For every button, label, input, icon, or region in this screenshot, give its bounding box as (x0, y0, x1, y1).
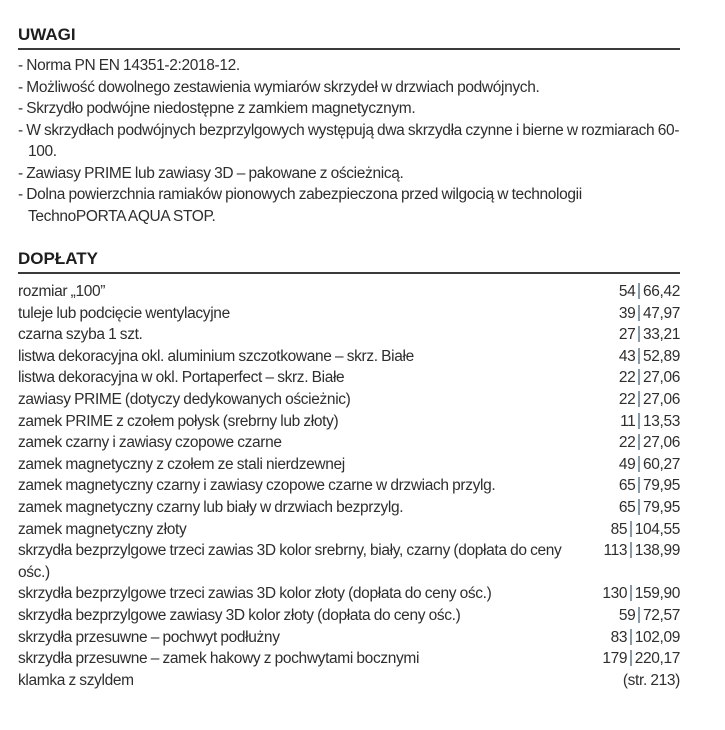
surcharge-price (619, 497, 680, 519)
surcharge-price (619, 454, 680, 476)
page-reference: (str. 213) (622, 671, 680, 689)
surcharge-label: klamka z szyldem (18, 671, 134, 689)
surcharge-label: skrzydła przesuwne – zamek hakowy z pochwytami bocznymi (18, 650, 420, 668)
uwagi-heading: UWAGI (18, 25, 680, 50)
surcharge-label: zamek czarny i zawiasy czopowe czarne (18, 434, 282, 452)
price-separator (638, 369, 640, 385)
price-separator (630, 629, 632, 645)
price-gross: 27,06 (642, 390, 680, 408)
surcharge-row (18, 389, 680, 411)
price-separator (630, 585, 632, 601)
surcharge-label: zamek magnetyczny czarny lub biały w drzwiach bezprzylg. (18, 498, 404, 516)
price-net: 22 (618, 369, 636, 387)
surcharge-row (18, 367, 680, 389)
surcharge-label: czarna szyba 1 szt. (18, 326, 143, 344)
surcharge-label: skrzydła bezprzylgowe trzeci zawias 3D kolor złoty (dopłata do ceny ośc.) (18, 585, 492, 603)
price-separator (638, 413, 640, 429)
surcharge-row (18, 324, 680, 346)
price-separator (638, 607, 640, 623)
price-gross: 138,99 (634, 542, 680, 560)
surcharge-row (18, 648, 680, 670)
surcharge-row (18, 454, 680, 476)
price-net: 85 (610, 520, 628, 538)
price-net: 11 (620, 412, 636, 430)
price-gross: 66,42 (642, 283, 680, 300)
notes-list (18, 55, 680, 227)
note-item: - Możliwość dowolnego zestawienia wymiarów skrzydeł w drzwiach podwójnych. (18, 78, 540, 96)
surcharge-row (18, 540, 680, 583)
price-net: 43 (618, 347, 636, 365)
surcharge-label: rozmiar „100” (18, 283, 106, 300)
price-net: 65 (618, 477, 636, 495)
surcharge-price (611, 627, 680, 649)
surcharge-price (619, 324, 680, 346)
note-item: - Dolna powierzchnia ramiaków pionowych zabezpieczona przed wilgocią w technologii TechnoPORTA AQUA STOP. (18, 186, 582, 225)
price-notes-page (18, 0, 680, 691)
surcharge-label: zawiasy PRIME (dotyczy dedykowanych ościeżnic) (18, 390, 351, 408)
surcharge-price (611, 519, 680, 541)
price-separator (630, 650, 632, 666)
price-separator (638, 499, 640, 515)
surcharge-label: zamek magnetyczny z czołem ze stali nierdzewnej (18, 455, 345, 473)
price-gross: 60,27 (642, 455, 680, 473)
price-gross: 47,97 (642, 304, 680, 322)
price-net: 22 (618, 434, 636, 452)
surcharge-price (619, 432, 680, 454)
surcharge-label: zamek magnetyczny czarny i zawiasy czopowe czarne w drzwiach przylg. (18, 477, 496, 495)
price-net: 49 (618, 455, 636, 473)
price-separator (638, 477, 640, 493)
price-separator (638, 305, 640, 321)
note-item: - Norma PN EN 14351-2:2018-12. (18, 57, 240, 74)
price-separator (638, 326, 640, 342)
price-net: 83 (610, 628, 628, 646)
surcharge-row (18, 346, 680, 368)
note-item: - W skrzydłach podwójnych bezprzylgowych występują dwa skrzydła czynne i bierne w rozmiarach 60-100. (18, 121, 680, 160)
price-gross: 72,57 (642, 606, 680, 624)
price-gross: 27,06 (642, 434, 680, 452)
price-net: 113 (603, 542, 628, 560)
price-separator (638, 456, 640, 472)
price-gross: 79,95 (642, 477, 680, 495)
surcharge-label: skrzydła bezprzylgowe zawiasy 3D kolor złoty (dopłata do ceny ośc.) (18, 606, 461, 624)
note-item: - Zawiasy PRIME lub zawiasy 3D – pakowane z ościeżnicą. (18, 164, 404, 182)
surcharge-row (18, 605, 680, 627)
surcharge-price (619, 303, 680, 325)
price-gross: 79,95 (642, 498, 680, 516)
surcharge-row (18, 281, 680, 303)
surcharge-price (619, 605, 680, 627)
surcharge-row (18, 475, 680, 497)
surcharge-price (619, 475, 680, 497)
price-gross: 27,06 (642, 369, 680, 387)
price-net: 54 (618, 283, 636, 300)
surcharge-price (620, 411, 680, 433)
surcharge-label: listwa dekoracyjna okl. aluminium szczotkowane – skrz. Białe (18, 347, 414, 365)
note-item: - Skrzydło podwójne niedostępne z zamkiem magnetycznym. (18, 100, 416, 117)
price-gross: 159,90 (634, 585, 680, 603)
surcharge-label: listwa dekoracyjna w okl. Portaperfect – skrz. Białe (18, 369, 345, 387)
doplaty-heading: DOPŁATY (18, 249, 680, 274)
surcharge-row (18, 432, 680, 454)
surcharge-price (619, 367, 680, 389)
price-gross: 104,55 (634, 520, 680, 538)
surcharge-price (602, 648, 680, 670)
surcharge-row (18, 670, 680, 692)
price-separator (638, 283, 640, 299)
surcharge-price (619, 389, 680, 411)
surcharge-row (18, 411, 680, 433)
price-net: 130 (602, 585, 628, 603)
surcharge-row (18, 627, 680, 649)
surcharge-label: zamek PRIME z czołem połysk (srebrny lub złoty) (18, 412, 339, 430)
surcharge-label: zamek magnetyczny złoty (18, 520, 187, 538)
price-separator (638, 434, 640, 450)
surcharge-price (619, 281, 680, 303)
price-net: 179 (602, 650, 628, 668)
surcharge-price (619, 346, 680, 368)
price-gross: 102,09 (634, 628, 680, 646)
surcharge-row (18, 497, 680, 519)
price-net: 39 (618, 304, 636, 322)
price-gross: 33,21 (642, 326, 680, 344)
price-separator (638, 348, 640, 364)
price-net: 59 (618, 606, 636, 624)
price-gross: 13,53 (642, 412, 680, 430)
surcharge-row (18, 583, 680, 605)
price-separator (630, 542, 632, 558)
surcharge-row (18, 303, 680, 325)
price-separator (630, 521, 632, 537)
price-net: 65 (618, 498, 636, 516)
surcharge-label: tuleje lub podcięcie wentylacyjne (18, 304, 230, 322)
price-gross: 52,89 (642, 347, 680, 365)
price-gross: 220,17 (634, 650, 680, 668)
surcharge-label: skrzydła przesuwne – pochwyt podłużny (18, 628, 280, 646)
surcharge-price (602, 583, 680, 605)
surcharge-price (604, 540, 680, 562)
surcharge-row (18, 519, 680, 541)
price-separator (638, 391, 640, 407)
surcharge-label: skrzydła bezprzylgowe trzeci zawias 3D kolor srebrny, biały, czarny (dopłata do ceny ośc.) (18, 542, 562, 581)
surcharges-table (18, 281, 680, 691)
price-net: 27 (618, 326, 636, 344)
price-net: 22 (618, 390, 636, 408)
